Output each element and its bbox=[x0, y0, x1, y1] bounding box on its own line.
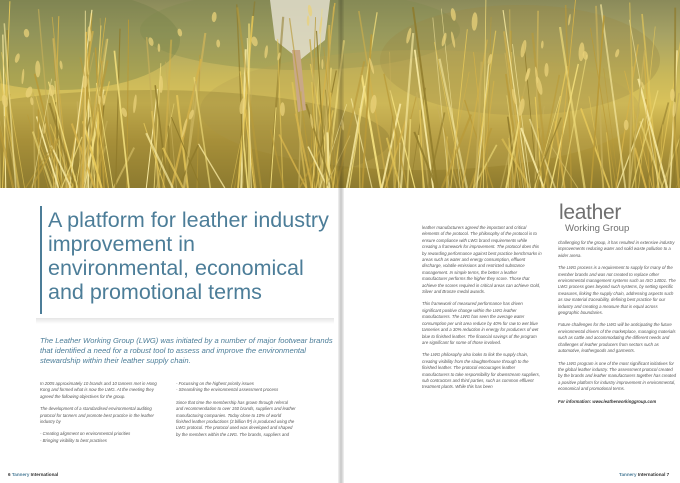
list-item: - Focussing on the highest priority issues bbox=[176, 381, 254, 386]
paragraph: In 2005 approximately 10 brands and 10 tanners met in Hong Kong and formed what is now the LWG. At the meeting they agreed the following objectives for the group. bbox=[40, 381, 157, 399]
title-accent-bar bbox=[40, 206, 42, 314]
publication-name: Tannery bbox=[11, 472, 30, 477]
list-item: - Creating alignment on environmental priorities bbox=[40, 431, 131, 437]
paragraph: The LWG program is one of the most significant initiatives for the global leather industry. The assessment protocol created by the brands and leather manufacturers together has created a positive platform for industry improvement in environmental, economical and promotional terms. bbox=[558, 360, 676, 392]
text-column-4 bbox=[558, 240, 676, 411]
logo-word-working-group: Working Group bbox=[565, 223, 630, 234]
paragraph: The LWG philosophy also looks to link the supply chain, creating visibility from the slaughterhouse through to the finished leather. The protocol encourages leather manufacturers to take responsibility for downstream suppliers, sub contractors and third parties, such as common effluent treatment plants. While this has been bbox=[422, 352, 540, 390]
publication-name-rest: International bbox=[29, 472, 59, 477]
title-shadow bbox=[36, 318, 334, 324]
text-column-3 bbox=[422, 225, 542, 397]
leather-working-group-logo bbox=[559, 203, 677, 234]
text-column-1 bbox=[40, 381, 160, 444]
text-column-2 bbox=[176, 381, 296, 444]
website-link[interactable]: For information: www.leatherworkinggroup.com bbox=[558, 398, 657, 404]
paragraph: challenging for the group, it has resulted in extensive industry improvements reducing water and solid waste pollution to a wider arena. bbox=[558, 240, 675, 258]
paragraph: leather manufacturers agreed the important and critical elements of the protocol. The philosophy of the protocol is to ensure compliance with LWG brand requirements while creating a framework for improvement. The protocol does this by rewarding performance against best practice benchmarks in areas such as water and energy consumption, effluent discharge, volatile emissions and restricted substance management. In simple terms, the better a leather manufacturer performs the higher they score. Those that achieve the scores required in critical areas can achieve Gold, Silver and Bronze medal awards. bbox=[422, 225, 542, 295]
paragraph: The development of a standardised environmental auditing protocol for tanners and promote best practice in the leather industry by bbox=[40, 406, 154, 425]
folio-left bbox=[8, 472, 58, 477]
paragraph: Future challenges for the LWG will be anticipating the future environmental drivers of the marketplace, managing materials such as cattle and accommodating the different needs and challenges of leather producers from sectors such as automotive, leathergoods and garments. bbox=[558, 322, 676, 354]
paragraph: Since that time the membership has grown through referral and recommendation to over 150 brands, suppliers and leather manufacturing companies. Today close to 10% of world finished leather productions (3 billion ft²) is produced using the LWG protocol. The protocol used was developed and shaped by the members within the LWG. The brands, suppliers and bbox=[176, 399, 296, 437]
article-intro: The Leather Working Group (LWG) was initiated by a number of major footwear brands that identified a need for a robust tool to assess and improve the environmental stewardship within their leather supply chain. bbox=[40, 336, 333, 365]
page-number: 6 bbox=[8, 472, 11, 477]
folio-right bbox=[619, 472, 669, 477]
publication-name-rest: International bbox=[636, 472, 667, 477]
list-item: - Bringing visibility to best practises bbox=[40, 437, 107, 443]
logo-word-leather: leather bbox=[559, 201, 622, 224]
paragraph: This framework of measured performance has driven significant positive change within the LWG leather manufacturers. The LWG has seen the average water consumption per unit area reduce by 40% for raw to wet blue tanneries and a 30% reduction in energy for producers of wet blue to finished leather. The financial savings of the program are significant for some of those involved. bbox=[422, 301, 539, 345]
article-title: A platform for leather industry improvement in environmental, economical and promotional terms bbox=[48, 208, 329, 304]
publication-name: Tannery bbox=[619, 472, 637, 477]
list-item: - Streamlining the environmental assessment process bbox=[176, 387, 279, 393]
page-number: 7 bbox=[666, 472, 670, 477]
page-gutter bbox=[338, 0, 344, 483]
paragraph: The LWG process is a requirement to supply for many of the member brands and was not created to replace other environmental management systems such as ISO 14001. The LWG process goes beyond such systems, by setting specific measures, linking the supply chain, addressing aspects such as raw material traceability, defining best practice for our industry and creating a measure that is equal across geographic boundaries. bbox=[558, 265, 676, 316]
